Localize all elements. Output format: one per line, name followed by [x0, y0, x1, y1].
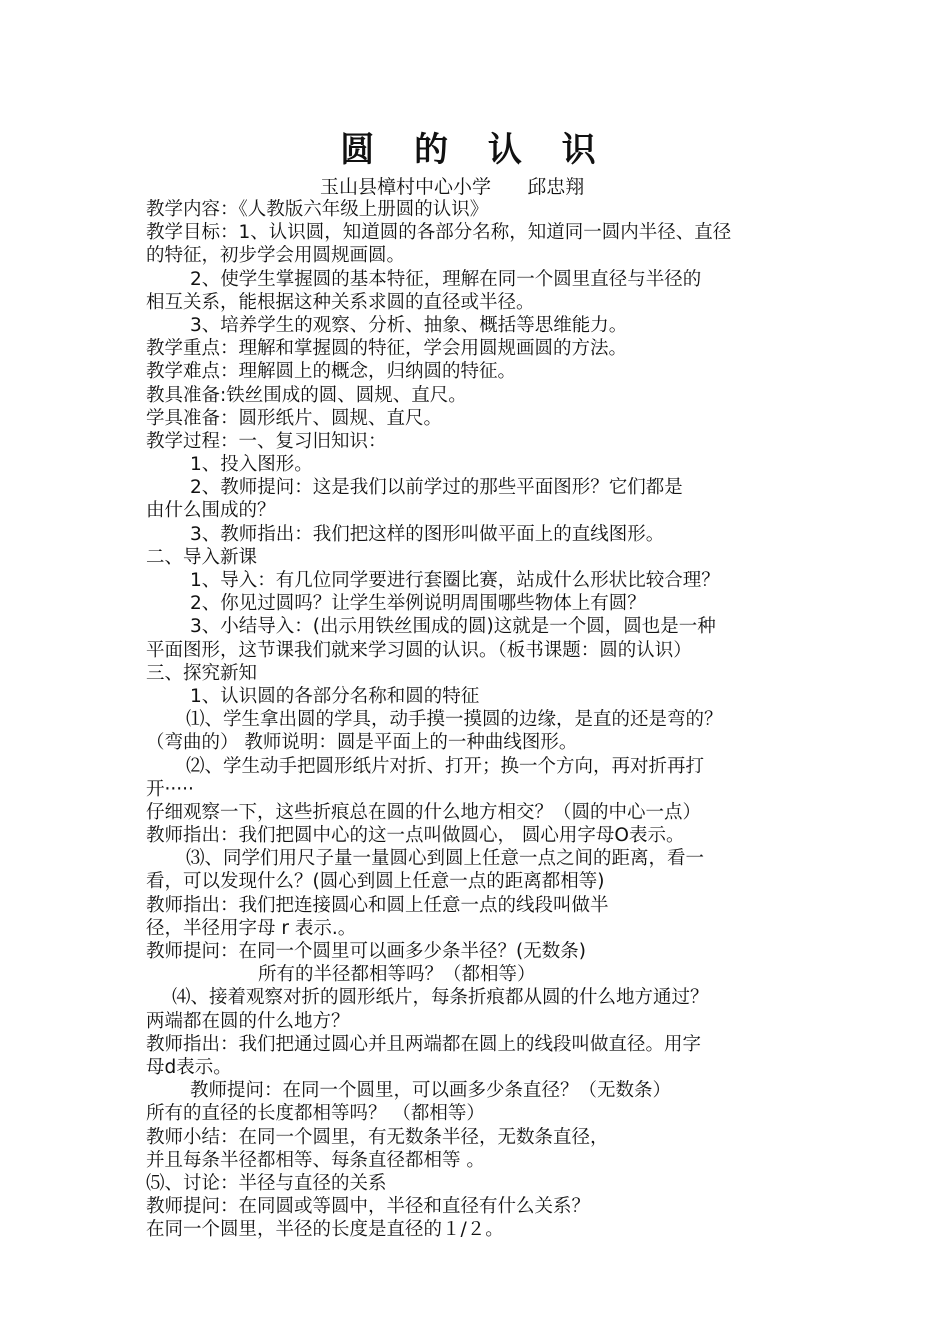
document-line: 教学过程：一、复习旧知识： [146, 430, 387, 452]
document-line: ⑴、学生拿出圆的学具，动手摸一摸圆的边缘，是直的还是弯的？ [186, 709, 723, 731]
document-line: 所有的直径的长度都相等吗？ （都相等） [146, 1103, 485, 1125]
document-line: 教师提问：在同一个圆里，可以画多少条直径？（无数条） [190, 1080, 672, 1102]
document-line: 学具准备：圆形纸片、圆规、直尺。 [146, 407, 443, 429]
document-line: 仔细观察一下，这些折痕总在圆的什么地方相交？（圆的中心一点） [146, 801, 702, 823]
document-line: 1、认识圆的各部分名称和圆的特征 [190, 685, 480, 707]
document-line: 教师提问：在同一个圆里可以画多少条半径？(无数条) [146, 941, 586, 962]
document-author-line: 玉山县樟村中心小学 邱忠翔 [320, 176, 585, 198]
document-body [146, 198, 826, 1241]
document-line: 教师指出：我们把通过圆心并且两端都在圆上的线段叫做直径。用字 [146, 1033, 702, 1055]
document-line: （弯曲的） 教师说明：圆是平面上的一种曲线图形。 [146, 732, 578, 754]
document-line: ⑶、同学们用尺子量一量圆心到圆上任意一点之间的距离，看一 [186, 848, 705, 870]
document-line: 径，半径用字母 r 表示.。 [146, 917, 357, 939]
document-line: ⑷、接着观察对折的圆形纸片，每条折痕都从圆的什么地方通过？ [172, 987, 709, 1009]
document-line: 3、小结导入：(出示用铁丝围成的圆)这就是一个圆，圆也是一种 [190, 616, 716, 638]
document-line: 3、教师指出：我们把这样的图形叫做平面上的直线图形。 [190, 523, 665, 545]
document-line: 2、使学生掌握圆的基本特征，理解在同一个圆里直径与半径的 [190, 268, 702, 290]
document-line: 在同一个圆里，半径的长度是直径的１/２。 [146, 1219, 504, 1241]
document-line: 由什么围成的？ [146, 500, 276, 522]
document-line: 教学难点：理解圆上的概念，归纳圆的特征。 [146, 361, 517, 383]
document-line: 二、导入新课 [146, 546, 258, 568]
document-line: 教学目标：1、认识圆，知道圆的各部分名称，知道同一圆内半径、直径 [146, 222, 732, 244]
document-line: 1、导入：有几位同学要进行套圈比赛，站成什么形状比较合理？ [190, 570, 720, 591]
document-line: 3、培养学生的观察、分析、抽象、概括等思维能力。 [190, 314, 628, 336]
document-line: 1、投入图形。 [190, 454, 313, 476]
document-line: 三、探究新知 [146, 662, 258, 684]
document-line: 2、你见过圆吗？让学生举例说明周围哪些物体上有圆？ [190, 593, 646, 615]
document-line: 教学重点：理解和掌握圆的特征，学会用圆规画圆的方法。 [146, 338, 628, 360]
document-line: 教师指出：我们把圆中心的这一点叫做圆心， 圆心用字母O表示。 [146, 825, 685, 847]
document-line: 所有的半径都相等吗？（都相等） [258, 964, 536, 986]
document-line: 教具准备:铁丝围成的圆、圆规、直尺。 [146, 384, 467, 406]
document-line: 两端都在圆的什么地方？ [146, 1010, 350, 1032]
document-line: 教师指出：我们把连接圆心和圆上任意一点的线段叫做半 [146, 894, 609, 916]
document-line: 2、教师提问：这是我们以前学过的那些平面图形？它们都是 [190, 477, 683, 499]
document-line: 母d表示。 [146, 1056, 232, 1078]
document-line: 并且每条半径都相等、每条直径都相等 。 [146, 1149, 485, 1171]
document-line: 教学内容：《人教版六年级上册圆的认识》 [146, 199, 489, 220]
document-line: 的特征，初步学会用圆规画圆。 [146, 245, 406, 267]
document-line: 教师小结：在同一个圆里，有无数条半径，无数条直径， [146, 1126, 609, 1148]
document-line: ⑸、讨论：半径与直径的关系 [146, 1172, 387, 1194]
document-line: ⑵、学生动手把圆形纸片对折、打开；换一个方向，再对折再打 [186, 755, 705, 777]
document-line: 开····· [146, 778, 194, 800]
document-line: 平面图形，这节课我们就来学习圆的认识。（板书课题：圆的认识） [146, 639, 692, 661]
document-title: 圆 的 认 识 [340, 130, 610, 170]
document-line: 相互关系，能根据这种关系求圆的直径或半径。 [146, 291, 535, 313]
document-line: 教师提问：在同圆或等圆中，半径和直径有什么关系？ [146, 1196, 591, 1218]
document-line: 看，可以发现什么？(圆心到圆上任意一点的距离都相等) [146, 871, 605, 893]
